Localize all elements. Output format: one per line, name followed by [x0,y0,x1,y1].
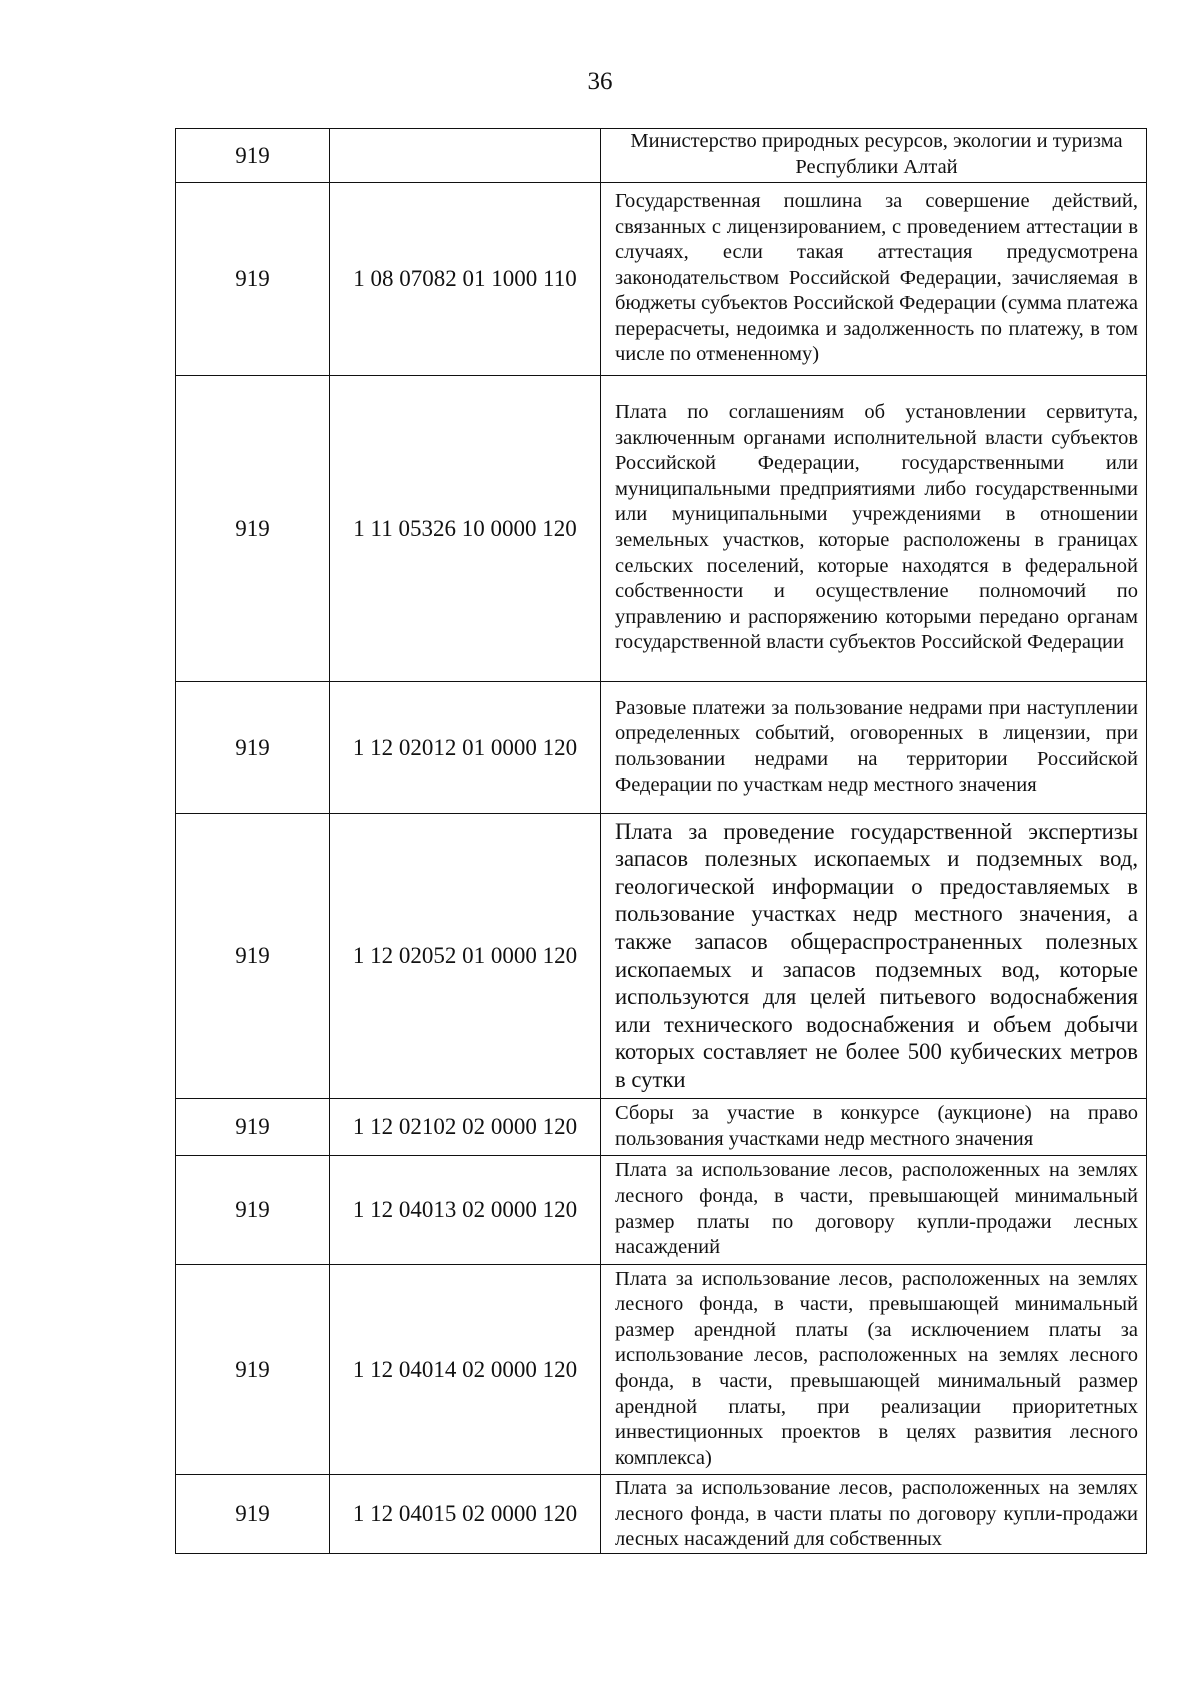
revenue-codes-table [175,128,1147,1554]
admin-code-cell: 919 [176,1265,330,1475]
admin-code-cell: 919 [176,1156,330,1265]
description-text: Плата за использование лесов, расположенных на землях лесного фонда, в части платы по договору купли-продажи лесных насаждений для собственных [615,1477,1138,1551]
table-row [176,1156,1147,1265]
admin-code-cell: 919 [176,1475,330,1554]
description-text: Плата за проведение государственной экспертизы запасов полезных ископаемых и подземных вод, геологической информации о предоставляемых в пользование участках недр местного значения, а также запасов общераспространенных полезных ископаемых и запасов подземных вод, которые используются для целей питьевого водоснабжения или технического водоснабжения и объем добычи которых составляет не более 500 кубических метров в сутки [615,818,1138,1092]
revenue-code-cell: 1 12 04015 02 0000 120 [330,1475,601,1554]
admin-code-cell: 919 [176,376,330,682]
description-text: Министерство природных ресурсов, экологии и туризма Республики Алтай [630,130,1123,178]
description-text: Плата за использование лесов, расположенных на землях лесного фонда, в части, превышающей минимальный размер арендной платы (за исключением платы за использование лесов, расположенных на землях лесного фонда, в части, превышающей минимальный размер арендной платы, при реализации приоритетных инвестиционных проектов в целях развития лесного комплекса) [615,1267,1138,1469]
description-cell [601,1265,1147,1475]
table-row [176,1475,1147,1554]
description-cell [601,376,1147,682]
page-number: 36 [587,68,613,95]
description-cell [601,682,1147,814]
revenue-code-cell: 1 12 02102 02 0000 120 [330,1099,601,1156]
table-row [176,129,1147,183]
description-text: Разовые платежи за пользование недрами при наступлении определенных событий, оговоренных в лицензии, при пользовании недрами на территории Российской Федерации по участкам недр местного значения [615,696,1138,796]
admin-code-cell: 919 [176,1099,330,1156]
admin-code-cell: 919 [176,682,330,814]
revenue-code-cell [330,129,601,183]
description-cell [601,129,1147,183]
revenue-code-cell: 1 12 04014 02 0000 120 [330,1265,601,1475]
table-row [176,376,1147,682]
description-text: Государственная пошлина за совершение действий, связанных с лицензированием, с проведением аттестации в случаях, если такая аттестация предусмотрена законодательством Российской Федерации, зачисляемая в бюджеты субъектов Российской Федерации (сумма платежа перерасчеты, недоимка и задолженность по платежу, в том числе по отмененному) [615,189,1138,366]
table-row [176,1099,1147,1156]
admin-code-cell: 919 [176,814,330,1099]
description-text: Сборы за участие в конкурсе (аукционе) на право пользования участками недр местного значения [615,1101,1138,1150]
revenue-code-cell: 1 08 07082 01 1000 110 [330,183,601,376]
description-cell [601,183,1147,376]
admin-code-cell: 919 [176,183,330,376]
description-text: Плата по соглашениям об установлении сервитута, заключенным органами исполнительной власти субъектов Российской Федерации, государственными или муниципальными предприятиями либо государственными или муниципальными учреждениями в отношении земельных участков, которые расположены в границах сельских поселений, которые находятся в федеральной собственности и осуществление полномочий по управлению и распоряжению которыми передано органам государственной власти субъектов Российской Федерации [615,401,1138,654]
revenue-code-cell: 1 12 02052 01 0000 120 [330,814,601,1099]
table-row [176,682,1147,814]
table-row [176,183,1147,376]
description-cell [601,1099,1147,1156]
table-row [176,1265,1147,1475]
admin-code-cell: 919 [176,129,330,183]
description-cell [601,814,1147,1099]
revenue-code-cell: 1 12 02012 01 0000 120 [330,682,601,814]
description-cell [601,1156,1147,1265]
description-cell [601,1475,1147,1554]
table-row [176,814,1147,1099]
revenue-code-cell: 1 12 04013 02 0000 120 [330,1156,601,1265]
description-text: Плата за использование лесов, расположенных на землях лесного фонда, в части, превышающей минимальный размер платы по договору купли-продажи лесных насаждений [615,1159,1138,1259]
revenue-code-cell: 1 11 05326 10 0000 120 [330,376,601,682]
